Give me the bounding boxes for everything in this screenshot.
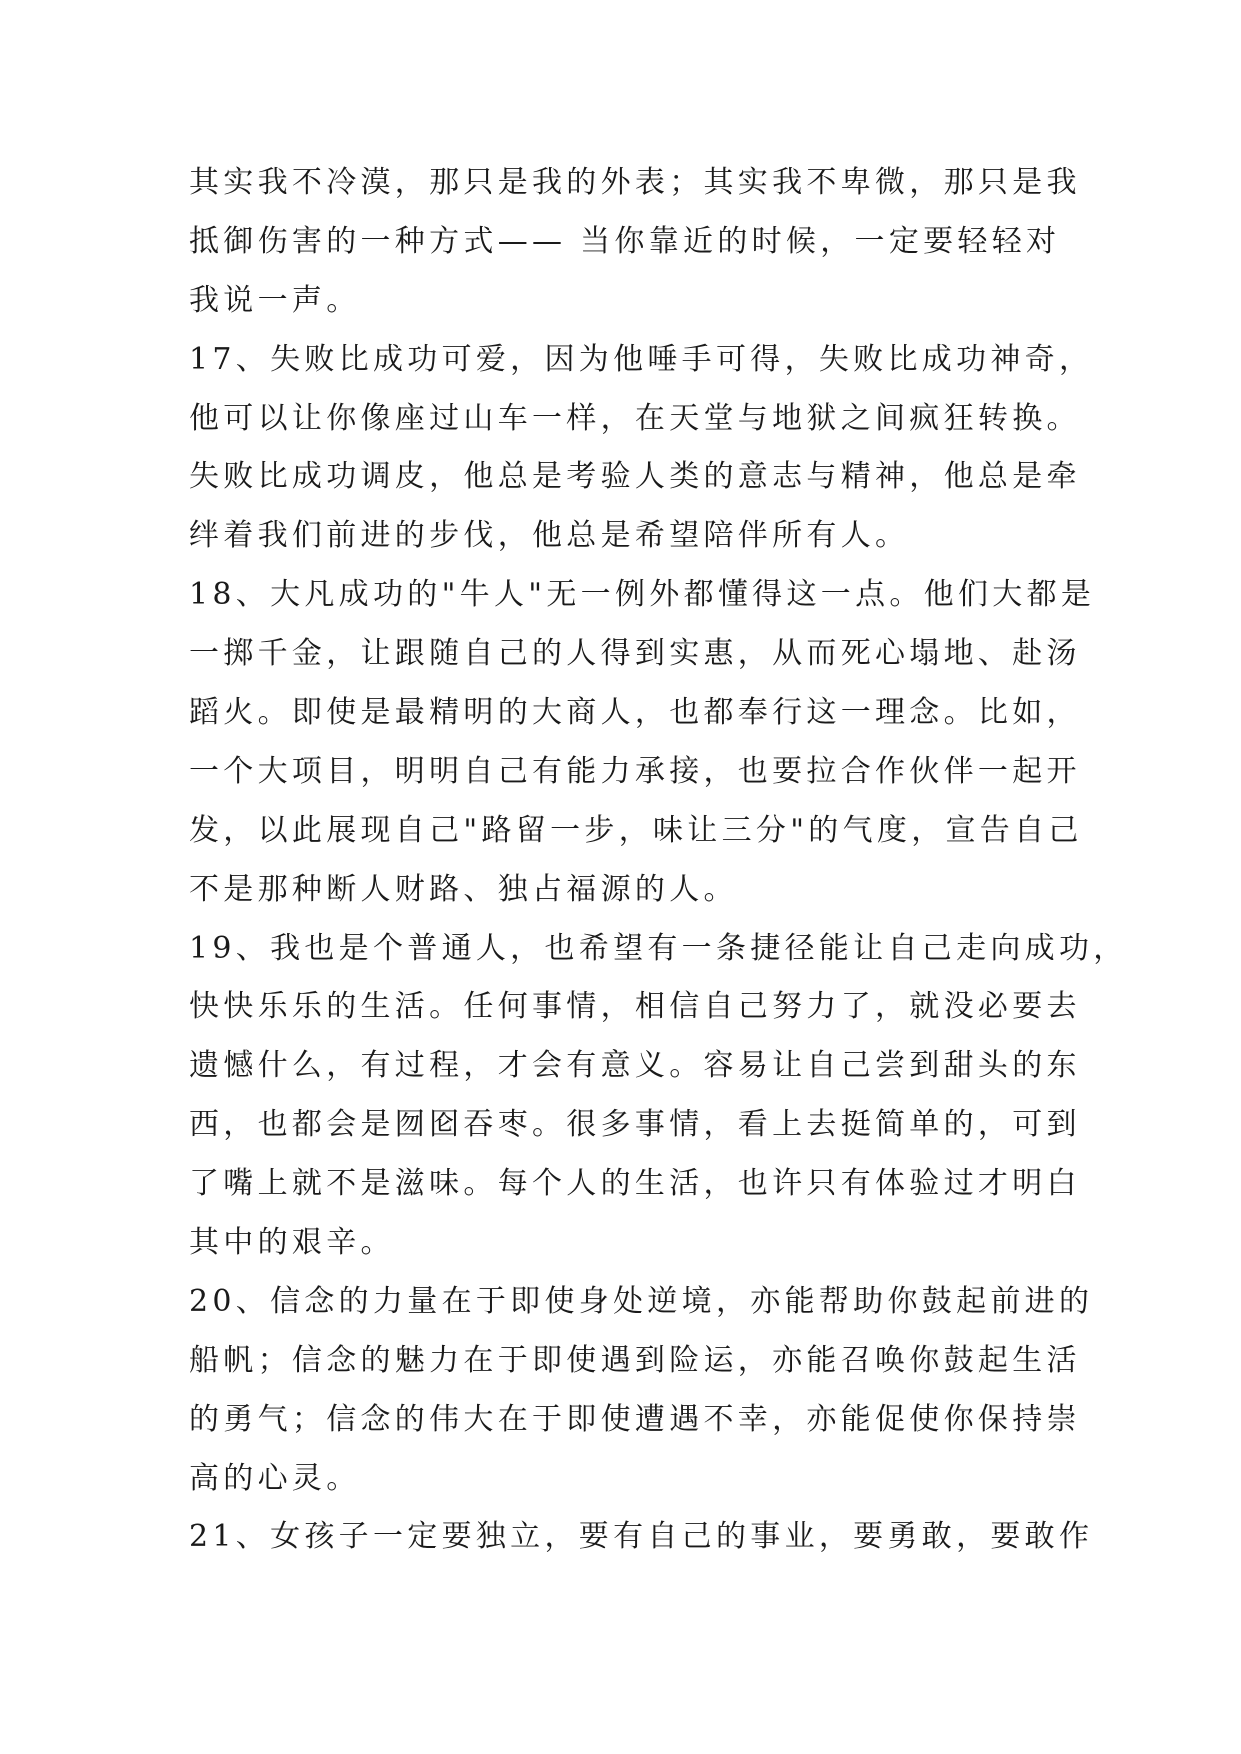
text-line-19: 其中的艰辛。 [189, 1225, 395, 1261]
text-line-4: 17、失败比成功可爱，因为他唾手可得，失败比成功神奇， [189, 341, 1094, 377]
text-line-18: 了嘴上就不是滋味。每个人的生活，也许只有体验过才明白 [189, 1166, 1081, 1202]
text-line-8: 18、大凡成功的"牛人"无一例外都懂得这一点。他们大都是 [189, 577, 1096, 613]
text-line-10: 蹈火。即使是最精明的大商人，也都奉行这一理念。比如， [189, 695, 1081, 731]
text-line-12: 发，以此展现自己"路留一步，味让三分"的气度，宣告自己 [189, 812, 1083, 848]
text-line-5: 他可以让你像座过山车一样，在天堂与地狱之间疯狂转换。 [189, 400, 1081, 436]
text-line-13: 不是那种断人财路、独占福源的人。 [189, 871, 738, 907]
text-line-20: 20、信念的力量在于即使身处逆境，亦能帮助你鼓起前进的 [189, 1283, 1094, 1319]
text-line-17: 西，也都会是囫囵吞枣。很多事情，看上去挺简单的，可到 [189, 1107, 1081, 1143]
text-line-15: 快快乐乐的生活。任何事情，相信自己努力了，就没必要去 [189, 989, 1081, 1025]
text-line-1: 其实我不冷漠，那只是我的外表；其实我不卑微，那只是我 [189, 165, 1081, 200]
text-line-6: 失败比成功调皮，他总是考验人类的意志与精神，他总是牵 [189, 459, 1081, 495]
text-line-22: 的勇气；信念的伟大在于即使遭遇不幸，亦能促使你保持崇 [189, 1401, 1081, 1437]
document-body [189, 154, 1128, 1567]
text-line-7: 绊着我们前进的步伐，他总是希望陪伴所有人。 [189, 518, 910, 554]
text-line-16: 遗憾什么，有过程，才会有意义。容易让自己尝到甜头的东 [189, 1048, 1081, 1084]
text-line-21: 船帆；信念的魅力在于即使遇到险运，亦能召唤你鼓起生活 [189, 1342, 1081, 1378]
text-line-2: 抵御伤害的一种方式—— 当你靠近的时候，一定要轻轻对 [189, 223, 1061, 259]
text-line-9: 一掷千金，让跟随自己的人得到实惠，从而死心塌地、赴汤 [189, 636, 1081, 672]
text-line-23: 高的心灵。 [189, 1460, 361, 1496]
text-line-3: 我说一声。 [189, 282, 361, 318]
text-line-24: 21、女孩子一定要独立，要有自己的事业，要勇敢，要敢作 [189, 1519, 1094, 1555]
text-line-11: 一个大项目，明明自己有能力承接，也要拉合作伙伴一起开 [189, 753, 1081, 789]
text-line-14: 19、我也是个普通人，也希望有一条捷径能让自己走向成功， [189, 930, 1128, 966]
